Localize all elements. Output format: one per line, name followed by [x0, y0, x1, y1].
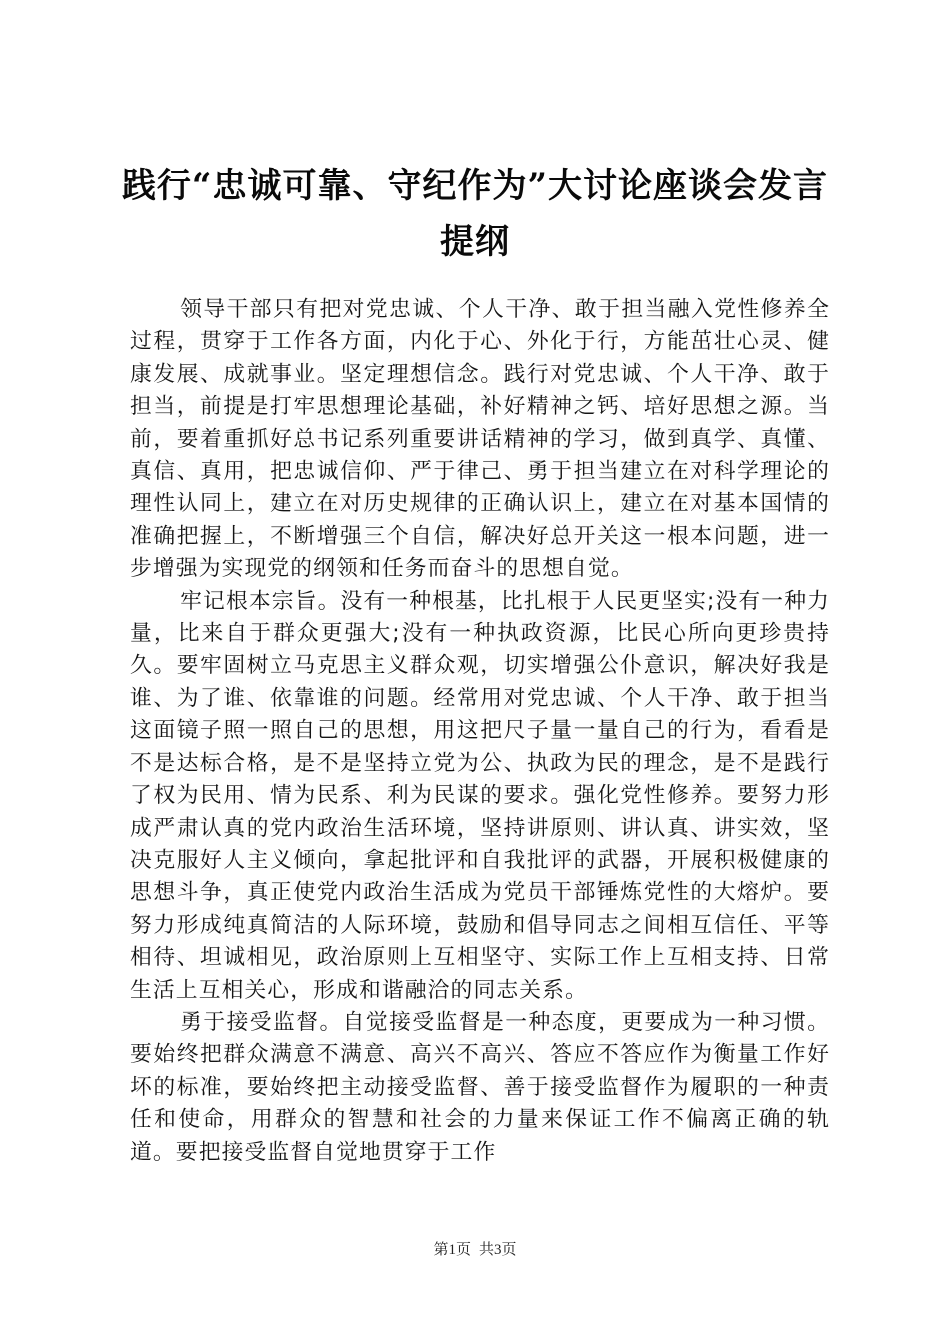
page-footer	[0, 1240, 950, 1260]
document-title: 践行“忠诚可靠、守纪作为”大讨论座谈会发言提纲	[121, 166, 829, 262]
paragraph-2: 牢记根本宗旨。没有一种根基，比扎根于人民更坚实;没有一种力量，比来自于群众更强大;没有一种执政资源，比民心所向更珍贵持久。要牢固树立马克思主义群众观，切实增强公仆意识，解决好我是谁、为了谁、依靠谁的问题。经常用对党忠诚、个人干净、敢于担当这面镜子照一照自己的思想，用这把尺子量一量自己的行为，看看是不是达标合格，是不是坚持立党为公、执政为民的理念，是不是践行了权为民用、情为民系、利为民谋的要求。强化党性修养。要努力形成严肃认真的党内政治生活环境，坚持讲原则、讲认真、讲实效，坚决克服好人主义倾向，拿起批评和自我批评的武器，开展积极健康的思想斗争，真正使党内政治生活成为党员干部锤炼党性的大熔炉。要努力形成纯真简洁的人际环境，鼓励和倡导同志之间相互信任、平等相待、坦诚相见，政治原则上互相坚守、实际工作上互相支持、日常生活上互相关心，形成和谐融洽的同志关系。	[130, 588, 830, 1003]
document-body	[130, 294, 830, 1169]
paragraph-3: 勇于接受监督。自觉接受监督是一种态度，更要成为一种习惯。要始终把群众满意不满意、高兴不高兴、答应不答应作为衡量工作好坏的标准，要始终把主动接受监督、善于接受监督作为履职的一种责任和使命，用群众的智慧和社会的力量来保证工作不偏离正确的轨道。要把接受监督自觉地贯穿于工作	[130, 1009, 830, 1165]
page-number: 第1页	[433, 1242, 471, 1258]
paragraph-1: 领导干部只有把对党忠诚、个人干净、敢于担当融入党性修养全过程，贯穿于工作各方面，内化于心、外化于行，方能茁壮心灵、健康发展、成就事业。坚定理想信念。践行对党忠诚、个人干净、敢于担当，前提是打牢思想理论基础，补好精神之钙、培好思想之源。当前，要着重抓好总书记系列重要讲话精神的学习，做到真学、真懂、真信、真用，把忠诚信仰、严于律己、勇于担当建立在对科学理论的理性认同上，建立在对历史规律的正确认识上，建立在对基本国情的准确把握上，不断增强三个自信，解决好总开关这一根本问题，进一步增强为实现党的纲领和任务而奋斗的思想自觉。	[130, 297, 830, 582]
page-total: 共3页	[479, 1242, 517, 1258]
